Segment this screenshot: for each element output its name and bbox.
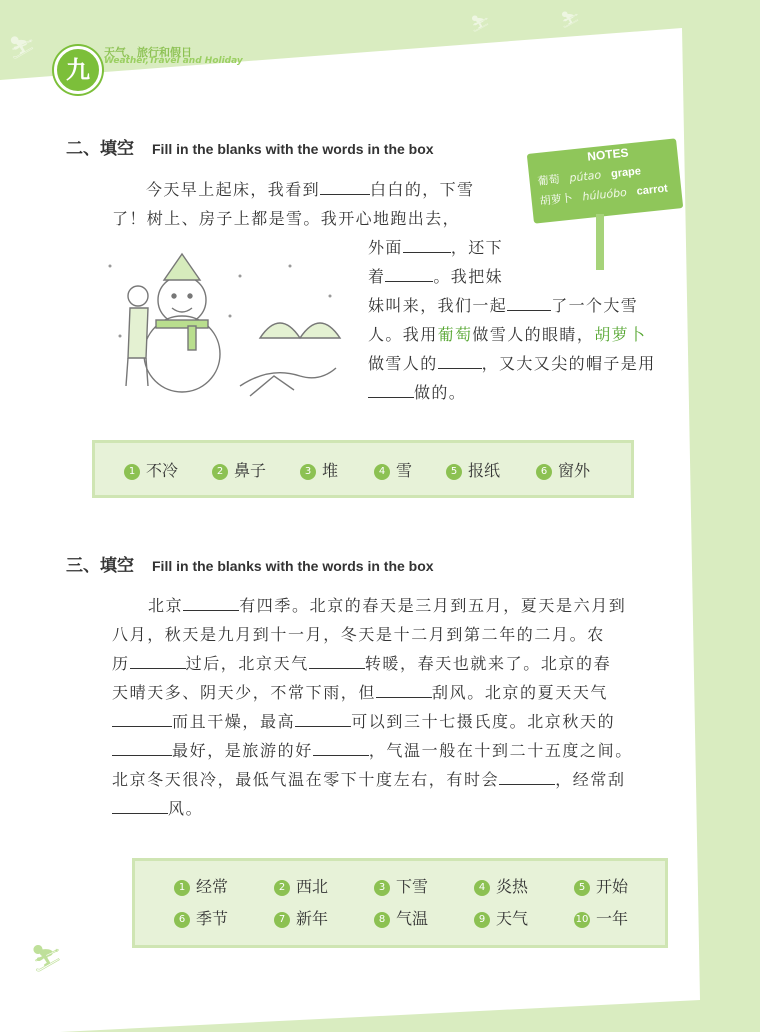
notes-cn: 胡萝卜 <box>539 191 574 208</box>
section2-title-cn: 二、填空 <box>66 139 134 159</box>
blank[interactable] <box>313 739 369 756</box>
skier-icon: ⛷ <box>30 944 64 974</box>
section3-title-cn: 三、填空 <box>66 556 134 576</box>
notes-pinyin: húluóbo <box>581 185 628 204</box>
word-option: 6 季节 <box>174 906 228 929</box>
notes-en: carrot <box>636 182 669 198</box>
unit-title: 天气、旅行和假日 <box>104 46 192 59</box>
skier-icon: ⛷ <box>560 10 581 29</box>
word-option: 2 西北 <box>274 874 328 897</box>
section2-paragraph-right: 外面 ，还下 着 。我把妹 妹叫来，我们一起 了一个大雪 人。我用葡萄做雪人的眼睛，胡萝卜 做雪人的 ，又大又尖的帽子是用 做的。 <box>368 238 656 402</box>
blank[interactable] <box>112 739 172 756</box>
blank[interactable] <box>499 768 555 785</box>
skier-icon: ⛷ <box>8 36 36 61</box>
notes-title: NOTES <box>586 145 630 164</box>
unit-badge: 九 <box>54 46 102 94</box>
word-option: 4 雪 <box>374 458 412 481</box>
blank[interactable] <box>112 710 172 727</box>
blank[interactable] <box>112 797 168 814</box>
notes-pinyin: pútao <box>568 168 602 185</box>
section3-title-en: Fill in the blanks with the words in the box <box>152 558 434 574</box>
blank[interactable] <box>385 265 433 282</box>
word-option: 7 新年 <box>274 906 328 929</box>
unit-subtitle: Weather,Travel and Holiday <box>104 56 243 66</box>
section3-word-box <box>132 858 668 948</box>
section3-title <box>66 551 434 576</box>
word-option: 5 开始 <box>574 874 628 897</box>
skier-icon: ⛷ <box>470 14 491 33</box>
word-option: 8 气温 <box>374 906 428 929</box>
word-option: 6 窗外 <box>536 458 590 481</box>
word-option: 10 一年 <box>575 909 629 928</box>
section2-title <box>66 134 434 159</box>
blank[interactable] <box>320 178 370 195</box>
notes-en: grape <box>610 165 642 181</box>
notes-cn: 葡萄 <box>537 172 561 189</box>
blank[interactable] <box>295 710 351 727</box>
section3-paragraph: 北京 有四季。北京的春天是三月到五月，夏天是六月到 八月，秋天是九月到十一月，冬天是十二月到第二年的二月。农 历 过后，北京天气 转暖，春天也就来了。北京的春 天晴天多、阴天少，不常下雨，但 刮风。北京的夏天天气 而且干燥，最高 可以到三十七摄氏度。北京秋天的 最好，是旅游的好 ，气温一般在十到二十五度之间。 北京冬天很冷，最低气温在零下十度左右，有时会 ，经常刮 风。 <box>112 596 633 818</box>
snowman-illustration <box>90 246 350 416</box>
blank[interactable] <box>130 652 186 669</box>
word-option: 1 不冷 <box>124 458 178 481</box>
blank[interactable] <box>368 381 414 398</box>
blank[interactable] <box>183 594 239 611</box>
blank[interactable] <box>376 681 432 698</box>
blank[interactable] <box>507 294 551 311</box>
word-option: 1 经常 <box>174 874 228 897</box>
blank[interactable] <box>309 652 365 669</box>
word-option: 5 报纸 <box>446 458 500 481</box>
section2-paragraph: 今天早上起床，我看到 白白的，下雪 了！树上、房子上都是雪。我开心地跑出去， <box>112 180 475 228</box>
blank[interactable] <box>403 236 451 253</box>
word-option: 2 鼻子 <box>212 458 266 481</box>
word-option: 3 下雪 <box>374 874 428 897</box>
blank[interactable] <box>438 352 482 369</box>
word-option: 4 炎热 <box>474 874 528 897</box>
word-option: 9 天气 <box>474 906 528 929</box>
word-option: 3 堆 <box>300 458 338 481</box>
section2-title-en: Fill in the blanks with the words in the box <box>152 141 434 157</box>
